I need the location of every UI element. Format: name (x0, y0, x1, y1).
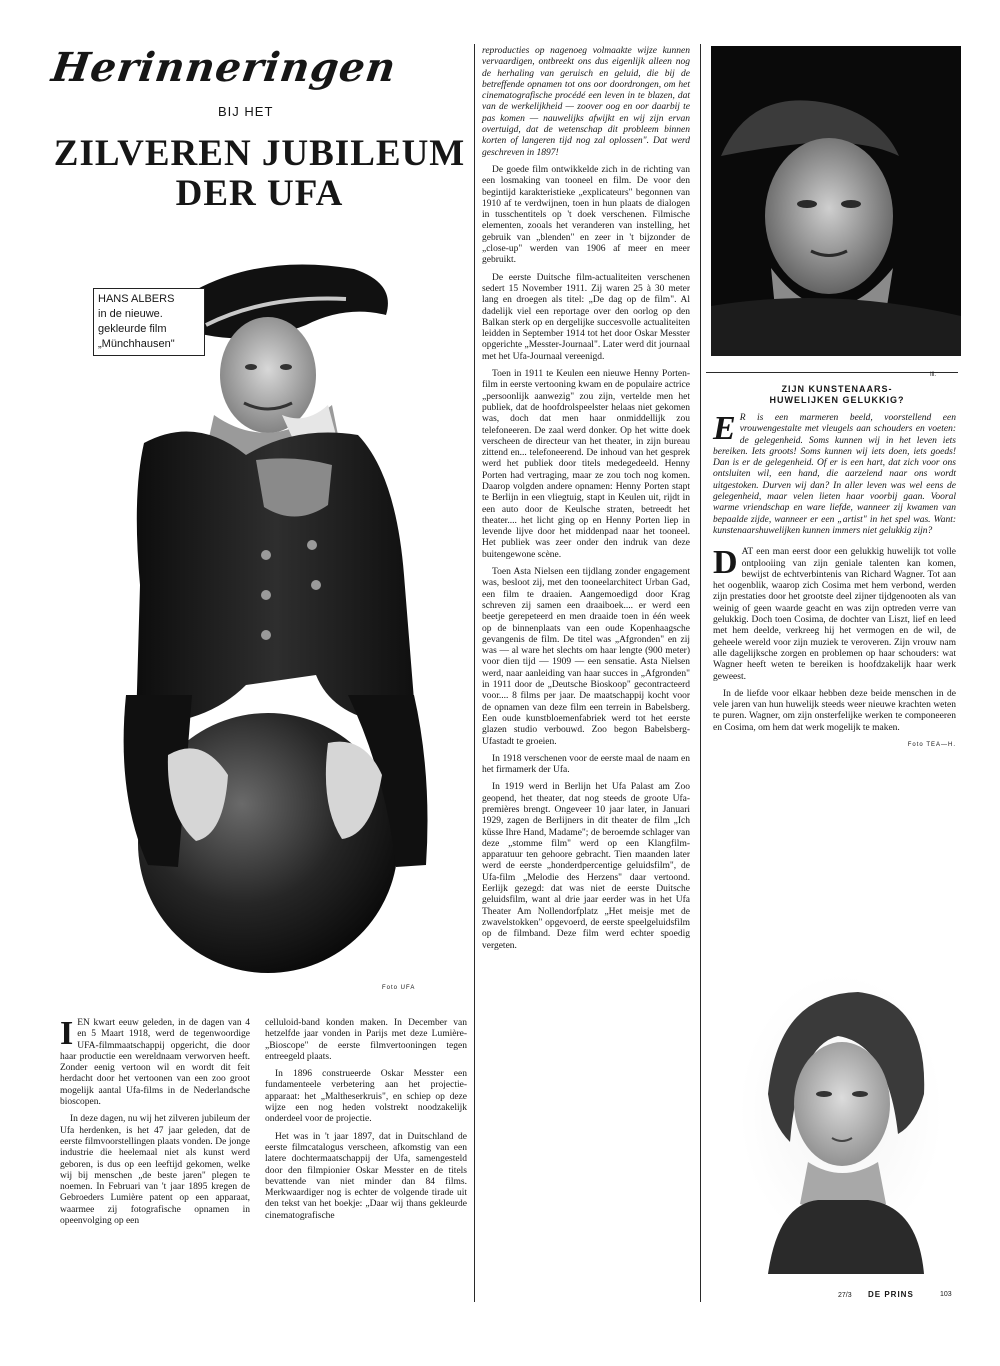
photo-credit-tea: Foto TEA—H. (907, 742, 956, 749)
photo-caption-box (93, 288, 205, 356)
paragraph: De goede film ontwikkelde zich in de richting van een losmaking van tooneel en film. De voor den begintijd karakteristieke „explicateurs" begonnen van 1910 af te verdwijnen, toen in hun plaats de dialogen in tusschentitels op 't doek verschenen. Filmische elementen, zooals het veranderen van instelling, het gebruik van „blenden" en zeer in 't bijzonder de „close-up" werden van 1906 af meer en meer gebruikt. (482, 164, 690, 266)
issue-date: 27/3 (838, 1292, 852, 1299)
sidebar-intro: R is een marmeren beeld, voorstellend een vrouwengestalte met vleugels aan schouders en voeten: de gelegenheid. Soms kunnen wij in het leven iets bereiken. Iets groots! Soms kunnen wij iets doen, iets goeds! Dan is er de gelegenheid. Of er is een hart, dat zich voor ons ontsluiten wil, een hand, die aarzelend naar ons wordt uitgestoken. Durven wij dan? In aller leven was wel eens de gelegenheid, maar velen lieten haar voorbij gaan. Vooral warme vriendschap en ware liefde, wanneer zij kwamen van bepaalde zijde, wanneer er een „artist" in het spel was. Want: kunstenaarshuwelijken kunnen immers niet gelukkig zijn? (713, 413, 956, 536)
sidebar-title-line: HUWELIJKEN GELUKKIG? (769, 395, 905, 405)
caption-line: gekleurde film (98, 323, 167, 335)
sidebar-article (713, 410, 956, 751)
paragraph: AT een man eerst door een gelukkig huwelijk tot volle ontplooiing van zijn geniale talenten kan komen, bewijst de echtverbintenis van Richard Wagner. Tot aan het oogenblik, waarop zich Cosima met hem verbond, werden zijn prestaties door het grootste deel zijner tijdgenooten als van weinig of geen waarde geacht en was zijn optreden verre van gelukkig. Doch toen Cosima, de dochter van Liszt, lief en leed met hem deelde, verkreeg hij het vermogen en de wil, de geheele wereld voor zijn muziek te veroveren. Zijn vrouw nam alle dagelijksche zorgen en problemen op haar schouders: wat Wagner heeft weten te bereiken is hoofdzakelijk haar werk geweest. (713, 547, 956, 682)
column-rule-left (474, 44, 475, 1302)
sidebar-rule (706, 372, 958, 373)
paragraph: In 1919 werd in Berlijn het Ufa Palast am Zoo geopend, het theater, dat nog steeds de groote Ufa-premières brengt. Ongeveer 10 jaar later, in Januari 1929, zagen de Berlijners in dit theater de film „Ich küsse Ihre Hand, Madame"; de beroemde schlager van deze „stomme film" werd op een Klangfilm-apparatuur ten gehoore gebracht. Tien maanden later werd de eerste „honderdpercentige geluidsfilm", de Ufa-film „Melodie des Herzens" daar vertoond. Eerlijk gezegd: dat was niet de eerste Duitsche geluidsfilm, want al drie jaar eerder was in het Ufa Theater Am Nollendorfplatz „Het meisje met de zwavelstokken" opgevoerd, de eerste speelgeluidsfilm op de filmband. Deze film werd echter spoedig vergeten. (482, 782, 690, 951)
column-rule-right (700, 44, 701, 1302)
photo-credit-ufa: Foto UFA (382, 985, 416, 991)
headline-bij-het: BIJ HET (218, 104, 274, 119)
article-column-1 (60, 1015, 250, 1233)
paragraph: In deze dagen, nu wij het zilveren jubileum der Ufa herdenken, is het 47 jaar geleden, dat de eerste filmvoorstellingen plaats vonden. De jonge industrie die heelemaal niet als kunst werd geboren, is dus op een leeftijd gekomen, welke wij bij menschen „de beste jaren" plegen te noemen. In Februari van 't jaar 1895 kregen de Gebroeders Lumière patent op een apparaat, waarmee zij fotografische opnamen in opeenvolging op een (60, 1114, 250, 1227)
caption-line: in de nieuwe. (98, 308, 163, 320)
headline-script: Herinneringen (48, 44, 400, 91)
paragraph: EN kwart eeuw geleden, in de dagen van 4 en 5 Maart 1918, werd de tegenwoordige UFA-filmmaatschappij opgericht, die door haar productie een wereldnaam verworven heeft. Zonder eenig vertoon wil en wordt dit feit herdacht door het vertoonen van een zoo groot mogelijk aantal Ufa-films in de Nederlandsche bioscopen. (60, 1018, 250, 1108)
article-column-2 (265, 1018, 467, 1228)
paragraph: De eerste Duitsche film-actualiteiten verschenen sedert 15 November 1911. Zij waren 25 à 30 meter lang en droegen als titel: „De dag op de film". Al dadelijk viel een reportage over den oorlog op den Balkan sterk op en dergelijke succesvolle actualiteiten leidden in September 1914 tot het door Oskar Messter opgerichte „Messter-Journaal". Later werd dit journaal met het Ufa-Journaal vereenigd. (482, 272, 690, 362)
headline-line-2: DER UFA (175, 173, 344, 214)
article-column-3 (482, 46, 690, 958)
paragraph: In 1918 verschenen voor de eerste maal de naam en het firmamerk der Ufa. (482, 753, 690, 776)
paragraph: Het was in 't jaar 1897, dat in Duitschland de eerste filmcatalogus verscheen, afkomstig van een latere dochtermaatschappij der Ufa, samengesteld door den filmpionier Oskar Messter en de titels bevattende van niet minder dan 84 films. Merkwaardiger nog is echter de volgende tirade uit den tekst van het boekje: „Daar wij thans gekleurde cinematografische (265, 1131, 467, 1221)
drop-cap: I (60, 1015, 74, 1052)
paragraph: In de liefde voor elkaar hebben deze beide menschen in de vele jaren van hun huwelijk steeds weer nieuwe krachten weten te puren. Wagner, om zijn onsterfelijke werken te componeeren en Cosima, om hem dat werk mogelijk te maken. (713, 688, 956, 733)
cosima-wagner-portrait (728, 974, 954, 1279)
richard-wagner-portrait (711, 46, 961, 356)
hans-albers-figure-illustration (96, 255, 456, 975)
magazine-name: DE PRINS (868, 1290, 914, 1299)
headline-line-1: ZILVEREN JUBILEUM (53, 133, 466, 174)
italic-quote-paragraph: reproducties op nagenoeg volmaakte wijze kunnen vervaardigen, ontbreekt ons dus eigenlijk alleen nog de herhaling van geruisch en geluid, die bij de betreffende opnamen tot ons oor doordrongen, om het cinematografische procédé een leven in te blazen, dat van de werkelijkheid — zoover oog en oor daarbij te pas komen — nauwelijks afwijkt en wij zijn ervan overtuigd, dat de wetenschap dit probleem binnen korten of langeren tijd nog zal oplossen". Dat werd geschreven in 1897! (482, 46, 690, 158)
page-number: 103 (940, 1291, 952, 1298)
paragraph: celluloid-band konden maken. In December van hetzelfde jaar vonden in Parijs met deze Lumière-„Bioscope" de eerste filmvertooningen tegen entreegeld plaats. (265, 1018, 467, 1062)
sidebar-title-line: ZIJN KUNSTENAARS- (781, 384, 893, 394)
hans-albers-photo (96, 255, 456, 975)
caption-line: „Münchhausen" (98, 338, 175, 350)
drop-cap: E (713, 410, 736, 447)
paragraph: Toen in 1911 te Keulen een nieuwe Henny Porten-film in eerste vertooning kwam en de populaire actrice „persoonlijk aanwezig" zou zijn, vertelde men het publiek, dat de hoofdrolspeelster helaas niet gekomen was, doch dat men haar onmiddellijk zou telefoneeren. De zaal werd donker. Op het witte doek verscheen de directeur van het theater, in zijn bureau zittend en... telefoneerend. De inhoud van het gesprek werd het publiek door titels medegedeeld. Henny Porten had vertraging, maar ze zou toch nog komen. Daarop volgden andere opnamen: Henny Porten stapt te Berlijn in een vliegtuig, stapt in Keulen uit, rijdt in een auto door de Keulsche straten, betreedt het theater.... het licht ging op en Henny Porten liep in levende lijve door het middenpad naar het tooneel. Het publiek was zeer onder den indruk van deze buitengewone scène. (482, 369, 690, 560)
illustration-marker: Ill. (930, 372, 936, 378)
paragraph: In 1896 construeerde Oskar Messter een fundamenteele verbetering aan het projectie-apparaat: het „Maltheserkruis", en schiep op deze wijze een nog heden volstrekt noodzakelijk onderdeel voor de projectie. (265, 1069, 467, 1125)
cosima-portrait-illustration (728, 974, 954, 1279)
drop-cap: D (713, 544, 738, 582)
paragraph: Toen Asta Nielsen een tijdlang zonder engagement was, besloot zij, met den tooneelarchitect Urban Gad, een film te draaien. Aangemoedigd door Krag schreven zij samen een draaiboek.... er werd een beetje gerepeteerd en men draaide toen in één week op de binnenplaats van een oude Kopenhaagsche gevangenis de film. De titel was „Afgronden" en zij was — al ware het slechts om haar lengte (900 meter) voor dien tijd — 1909 — een sensatie. Asta Nielsen werd, naar aanleiding van haar succes in „Afgronden" in 1911 door de „Deutsche Bioskoop" gecontracteerd voor.... 8 films per jaar. De maatschappij kocht voor de opnamen van deze film een terrein in Babelsberg. Een oude kunstbloemenfabriek werd tot het eerste glazen studio verbouwd. Zoo begon Babelsberg-Ufastadt te groeien. (482, 567, 690, 747)
wagner-portrait-illustration (711, 46, 961, 356)
sidebar-title (722, 384, 952, 406)
caption-line: HANS ALBERS (98, 293, 175, 305)
